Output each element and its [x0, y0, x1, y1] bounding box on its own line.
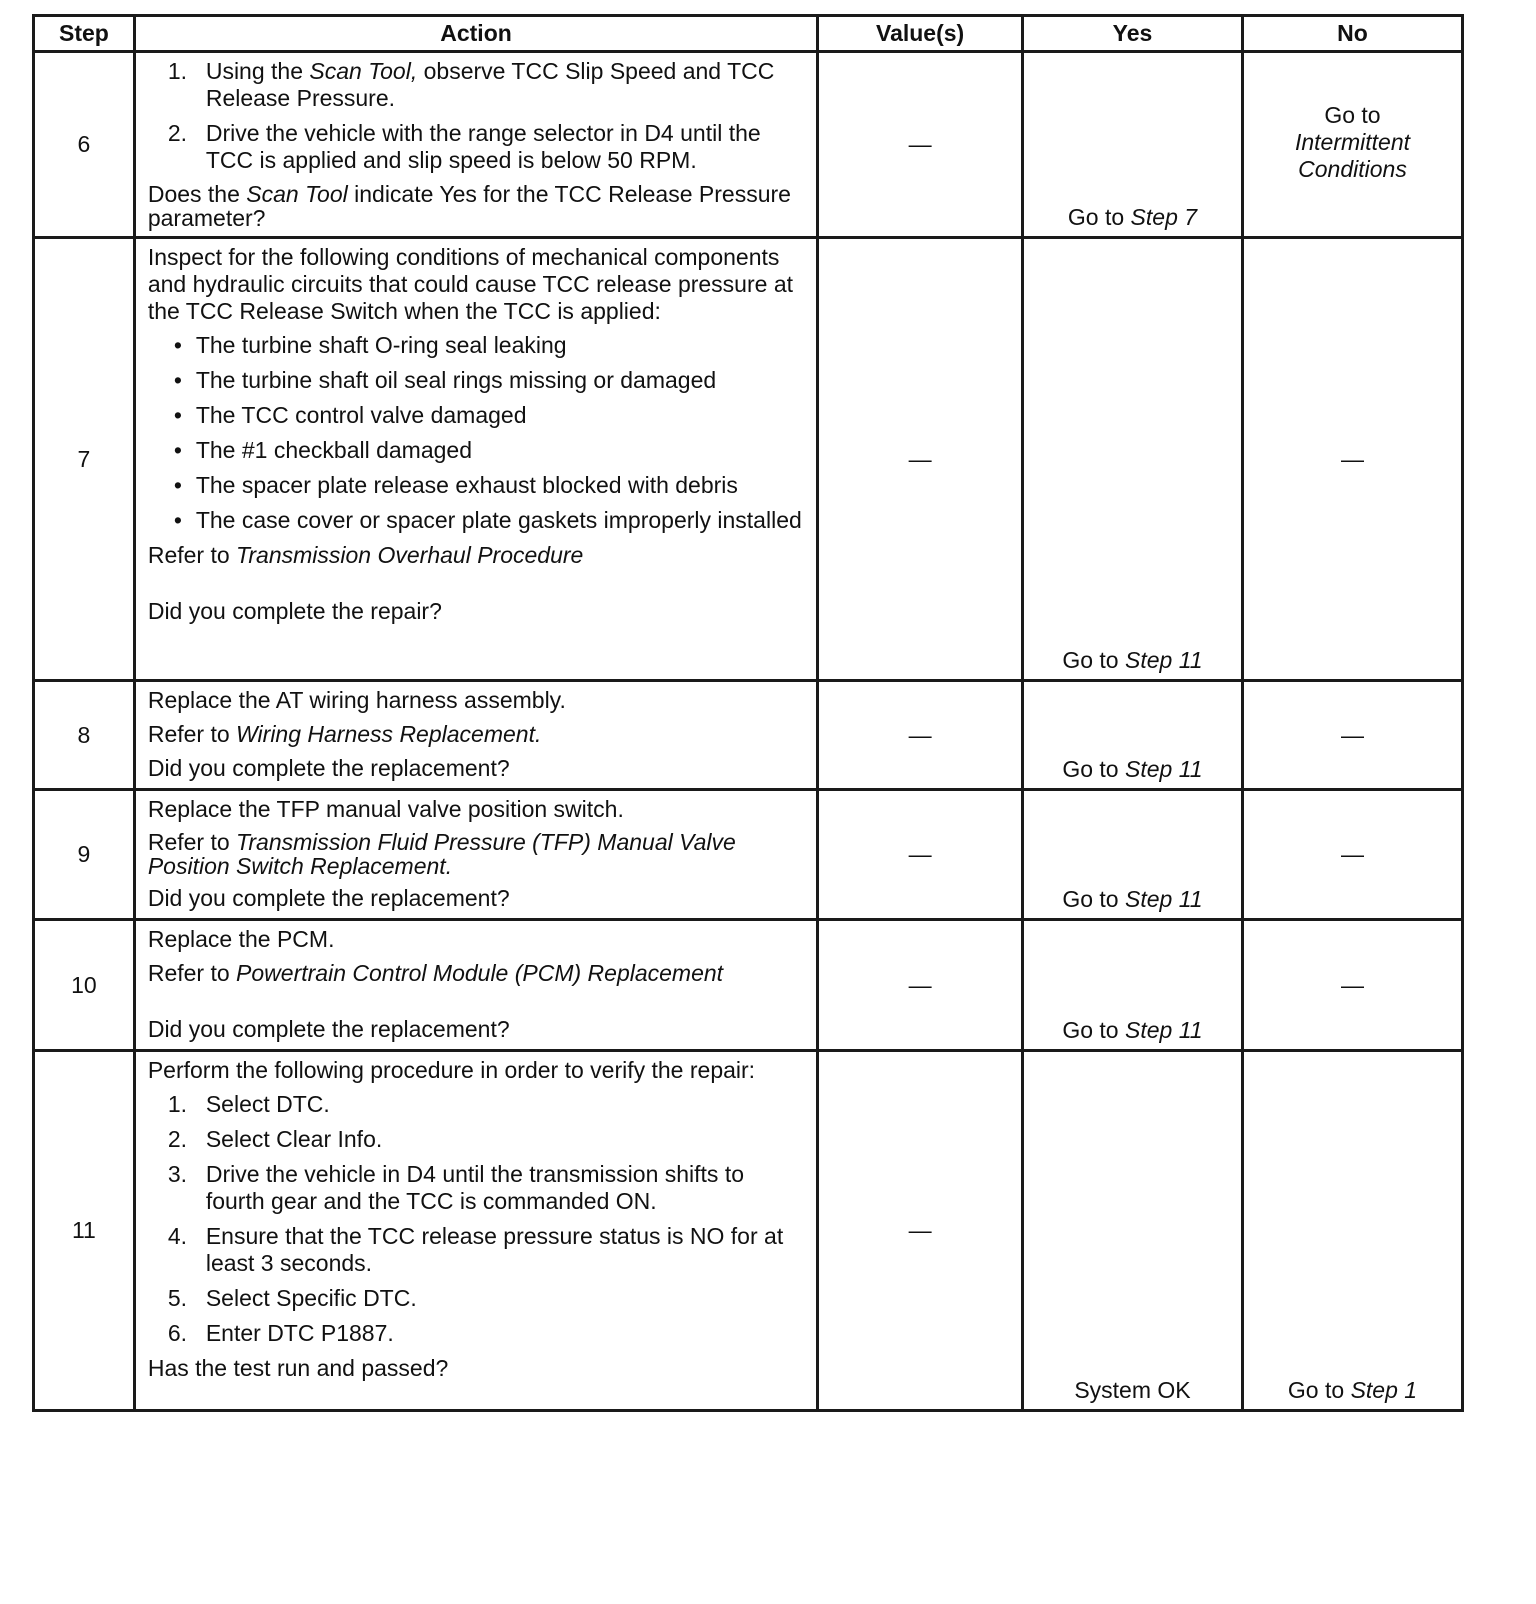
refer-text: Refer to Transmission Fluid Pressure (TFP) Manual Valve Position Switch Replacement.: [147, 829, 736, 879]
list-item: 1. Select DTC.: [167, 1091, 330, 1117]
value-cell: —: [818, 52, 1023, 238]
bullet-item: • The #1 checkball damaged: [173, 437, 473, 463]
yes-cell[interactable]: Go to Step 11: [1022, 681, 1242, 790]
no-cell: —: [1242, 238, 1462, 681]
no-cell: —: [1242, 681, 1462, 790]
list-item: 1. Using the Scan Tool, observe TCC Slip Speed and TCC Release Pressure.: [167, 58, 775, 111]
intro-text: Inspect for the following conditions of mechanical components and hydraulic circuits that could cause TCC release pressure at the TCC Release Switch when the TCC is applied:: [147, 244, 793, 324]
header-values: Value(s): [818, 16, 1023, 52]
list-item: 6. Enter DTC P1887.: [167, 1320, 394, 1346]
diagnostic-table: [32, 14, 1464, 1412]
no-cell[interactable]: Go to Step 1: [1242, 1051, 1462, 1411]
yes-cell[interactable]: Go to Step 11: [1022, 790, 1242, 920]
value-cell: —: [818, 790, 1023, 920]
no-cell: —: [1242, 920, 1462, 1051]
header-step: Step: [34, 16, 135, 52]
question-text: Did you complete the replacement?: [147, 755, 510, 781]
bullet-item: • The spacer plate release exhaust blocked with debris: [173, 472, 738, 498]
value-cell: —: [818, 920, 1023, 1051]
action-cell: [134, 52, 817, 238]
table-row-step-9: [34, 790, 1463, 920]
action-cell: [134, 238, 817, 681]
step-number: 7: [34, 238, 135, 681]
question-text: Did you complete the replacement?: [147, 885, 510, 911]
action-cell: [134, 1051, 817, 1411]
step-number: 9: [34, 790, 135, 920]
bullet-item: • The case cover or spacer plate gaskets improperly installed: [173, 507, 802, 533]
action-cell: [134, 920, 817, 1051]
list-item: 2. Drive the vehicle with the range selector in D4 until the TCC is applied and slip speed is below 50 RPM.: [167, 120, 761, 173]
question-text: Has the test run and passed?: [147, 1355, 449, 1381]
no-cell: —: [1242, 790, 1462, 920]
diagnostic-document: [32, 14, 1464, 1412]
refer-text: Refer to Powertrain Control Module (PCM) Replacement: [147, 960, 724, 986]
no-cell[interactable]: Go to Intermittent Conditions: [1242, 52, 1462, 238]
value-cell: —: [818, 681, 1023, 790]
action-cell: [134, 790, 817, 920]
value-cell: —: [818, 1051, 1023, 1411]
question-text: Did you complete the replacement?: [147, 1016, 510, 1042]
list-item: 5. Select Specific DTC.: [167, 1285, 417, 1311]
table-row-step-8: [34, 681, 1463, 790]
table-row-step-7: [34, 238, 1463, 681]
table-row-step-6: [34, 52, 1463, 238]
header-yes: Yes: [1022, 16, 1242, 52]
yes-cell[interactable]: Go to Step 11: [1022, 920, 1242, 1051]
table-row-step-11: [34, 1051, 1463, 1411]
bullet-item: • The TCC control valve damaged: [173, 402, 527, 428]
header-row: [34, 16, 1463, 52]
table-row-step-10: [34, 920, 1463, 1051]
question-text: Does the Scan Tool indicate Yes for the TCC Release Pressure parameter?: [147, 181, 791, 231]
step-number: 6: [34, 52, 135, 238]
bullet-item: • The turbine shaft oil seal rings missing or damaged: [173, 367, 717, 393]
value-cell: —: [818, 238, 1023, 681]
refer-text: Refer to Transmission Overhaul Procedure: [147, 542, 584, 568]
header-action: Action: [134, 16, 817, 52]
list-item: 4. Ensure that the TCC release pressure status is NO for at least 3 seconds.: [167, 1223, 784, 1276]
step-number: 8: [34, 681, 135, 790]
instruction-text: Replace the PCM.: [147, 926, 335, 952]
instruction-text: Replace the TFP manual valve position switch.: [147, 796, 624, 822]
yes-cell: System OK: [1022, 1051, 1242, 1411]
header-no: No: [1242, 16, 1462, 52]
yes-cell[interactable]: Go to Step 11: [1022, 238, 1242, 681]
list-item: 3. Drive the vehicle in D4 until the transmission shifts to fourth gear and the TCC is commanded ON.: [167, 1161, 745, 1214]
intro-text: Perform the following procedure in order to verify the repair:: [147, 1057, 756, 1083]
step-number: 10: [34, 920, 135, 1051]
list-item: 2. Select Clear Info.: [167, 1126, 383, 1152]
question-text: Did you complete the repair?: [147, 598, 442, 624]
instruction-text: Replace the AT wiring harness assembly.: [147, 687, 566, 713]
refer-text: Refer to Wiring Harness Replacement.: [147, 721, 542, 747]
action-cell: [134, 681, 817, 790]
step-number: 11: [34, 1051, 135, 1411]
bullet-item: • The turbine shaft O-ring seal leaking: [173, 332, 567, 358]
yes-cell[interactable]: Go to Step 7: [1022, 52, 1242, 238]
